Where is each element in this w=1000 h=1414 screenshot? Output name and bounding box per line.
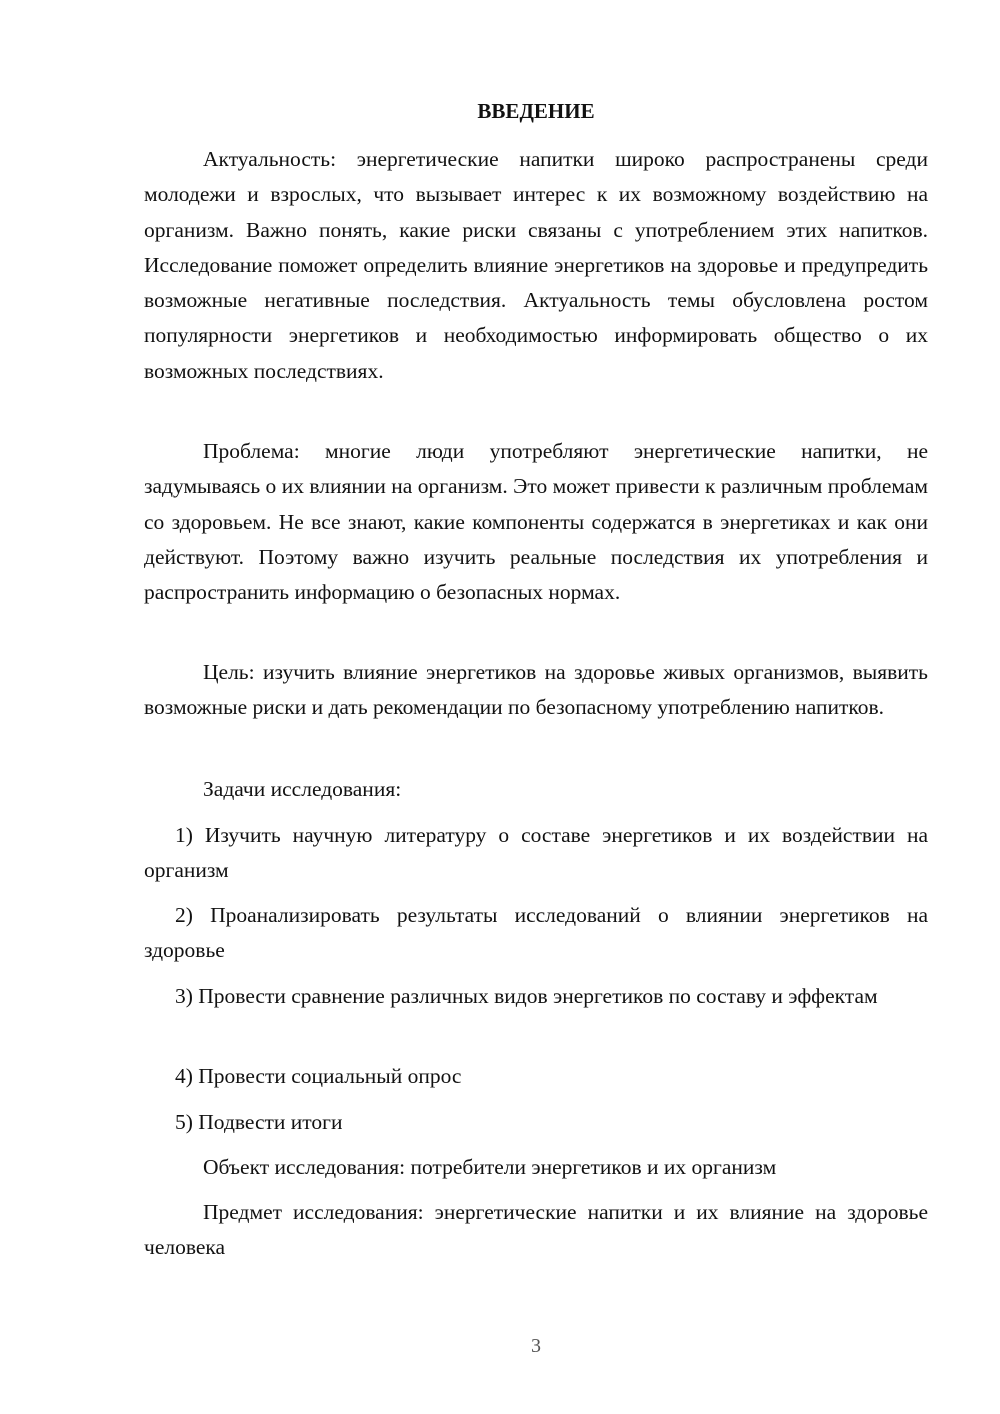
task-list-item: 1) Изучить научную литературу о составе энергетиков и их воздействии на организм: [144, 823, 928, 883]
document-page: [144, 0, 928, 1414]
task-list-item: 3) Провести сравнение различных видов энергетиков по составу и эффектам: [175, 984, 878, 1008]
task-list-item: 4) Провести социальный опрос: [175, 1064, 462, 1088]
page-number: 3: [531, 1335, 541, 1357]
page-title: ВВЕДЕНИЕ: [477, 99, 595, 123]
tasks-heading: Задачи исследования:: [203, 777, 402, 801]
goal-paragraph: Цель: изучить влияние энергетиков на здоровье живых организмов, выявить возможные риски и дать рекомендации по безопасному употреблению напитков.: [144, 660, 928, 720]
object-paragraph: Объект исследования: потребители энергетиков и их организм: [203, 1155, 777, 1179]
relevance-paragraph: Актуальность: энергетические напитки широко распространены среди молодежи и взрослых, что вызывает интерес к их возможному воздействию на организм. Важно понять, какие риски связаны с употреблением этих напитков. Исследование поможет определить влияние энергетиков на здоровье и предупредить возможные негативные последствия. Актуальность темы обусловлена ростом популярности энергетиков и необходимостью информировать общество о их возможных последствиях.: [144, 147, 928, 383]
task-list-item: 2) Проанализировать результаты исследований о влиянии энергетиков на здоровье: [144, 903, 928, 963]
subject-paragraph: Предмет исследования: энергетические напитки и их влияние на здоровье человека: [144, 1200, 928, 1260]
task-list-item: 5) Подвести итоги: [175, 1110, 343, 1134]
problem-paragraph: Проблема: многие люди употребляют энергетические напитки, не задумываясь о их влиянии на организм. Это может привести к различным проблемам со здоровьем. Не все знают, какие компоненты содержатся в энергетиках и как они действуют. Поэтому важно изучить реальные последствия их употребления и распространить информацию о безопасных нормах.: [144, 439, 928, 605]
